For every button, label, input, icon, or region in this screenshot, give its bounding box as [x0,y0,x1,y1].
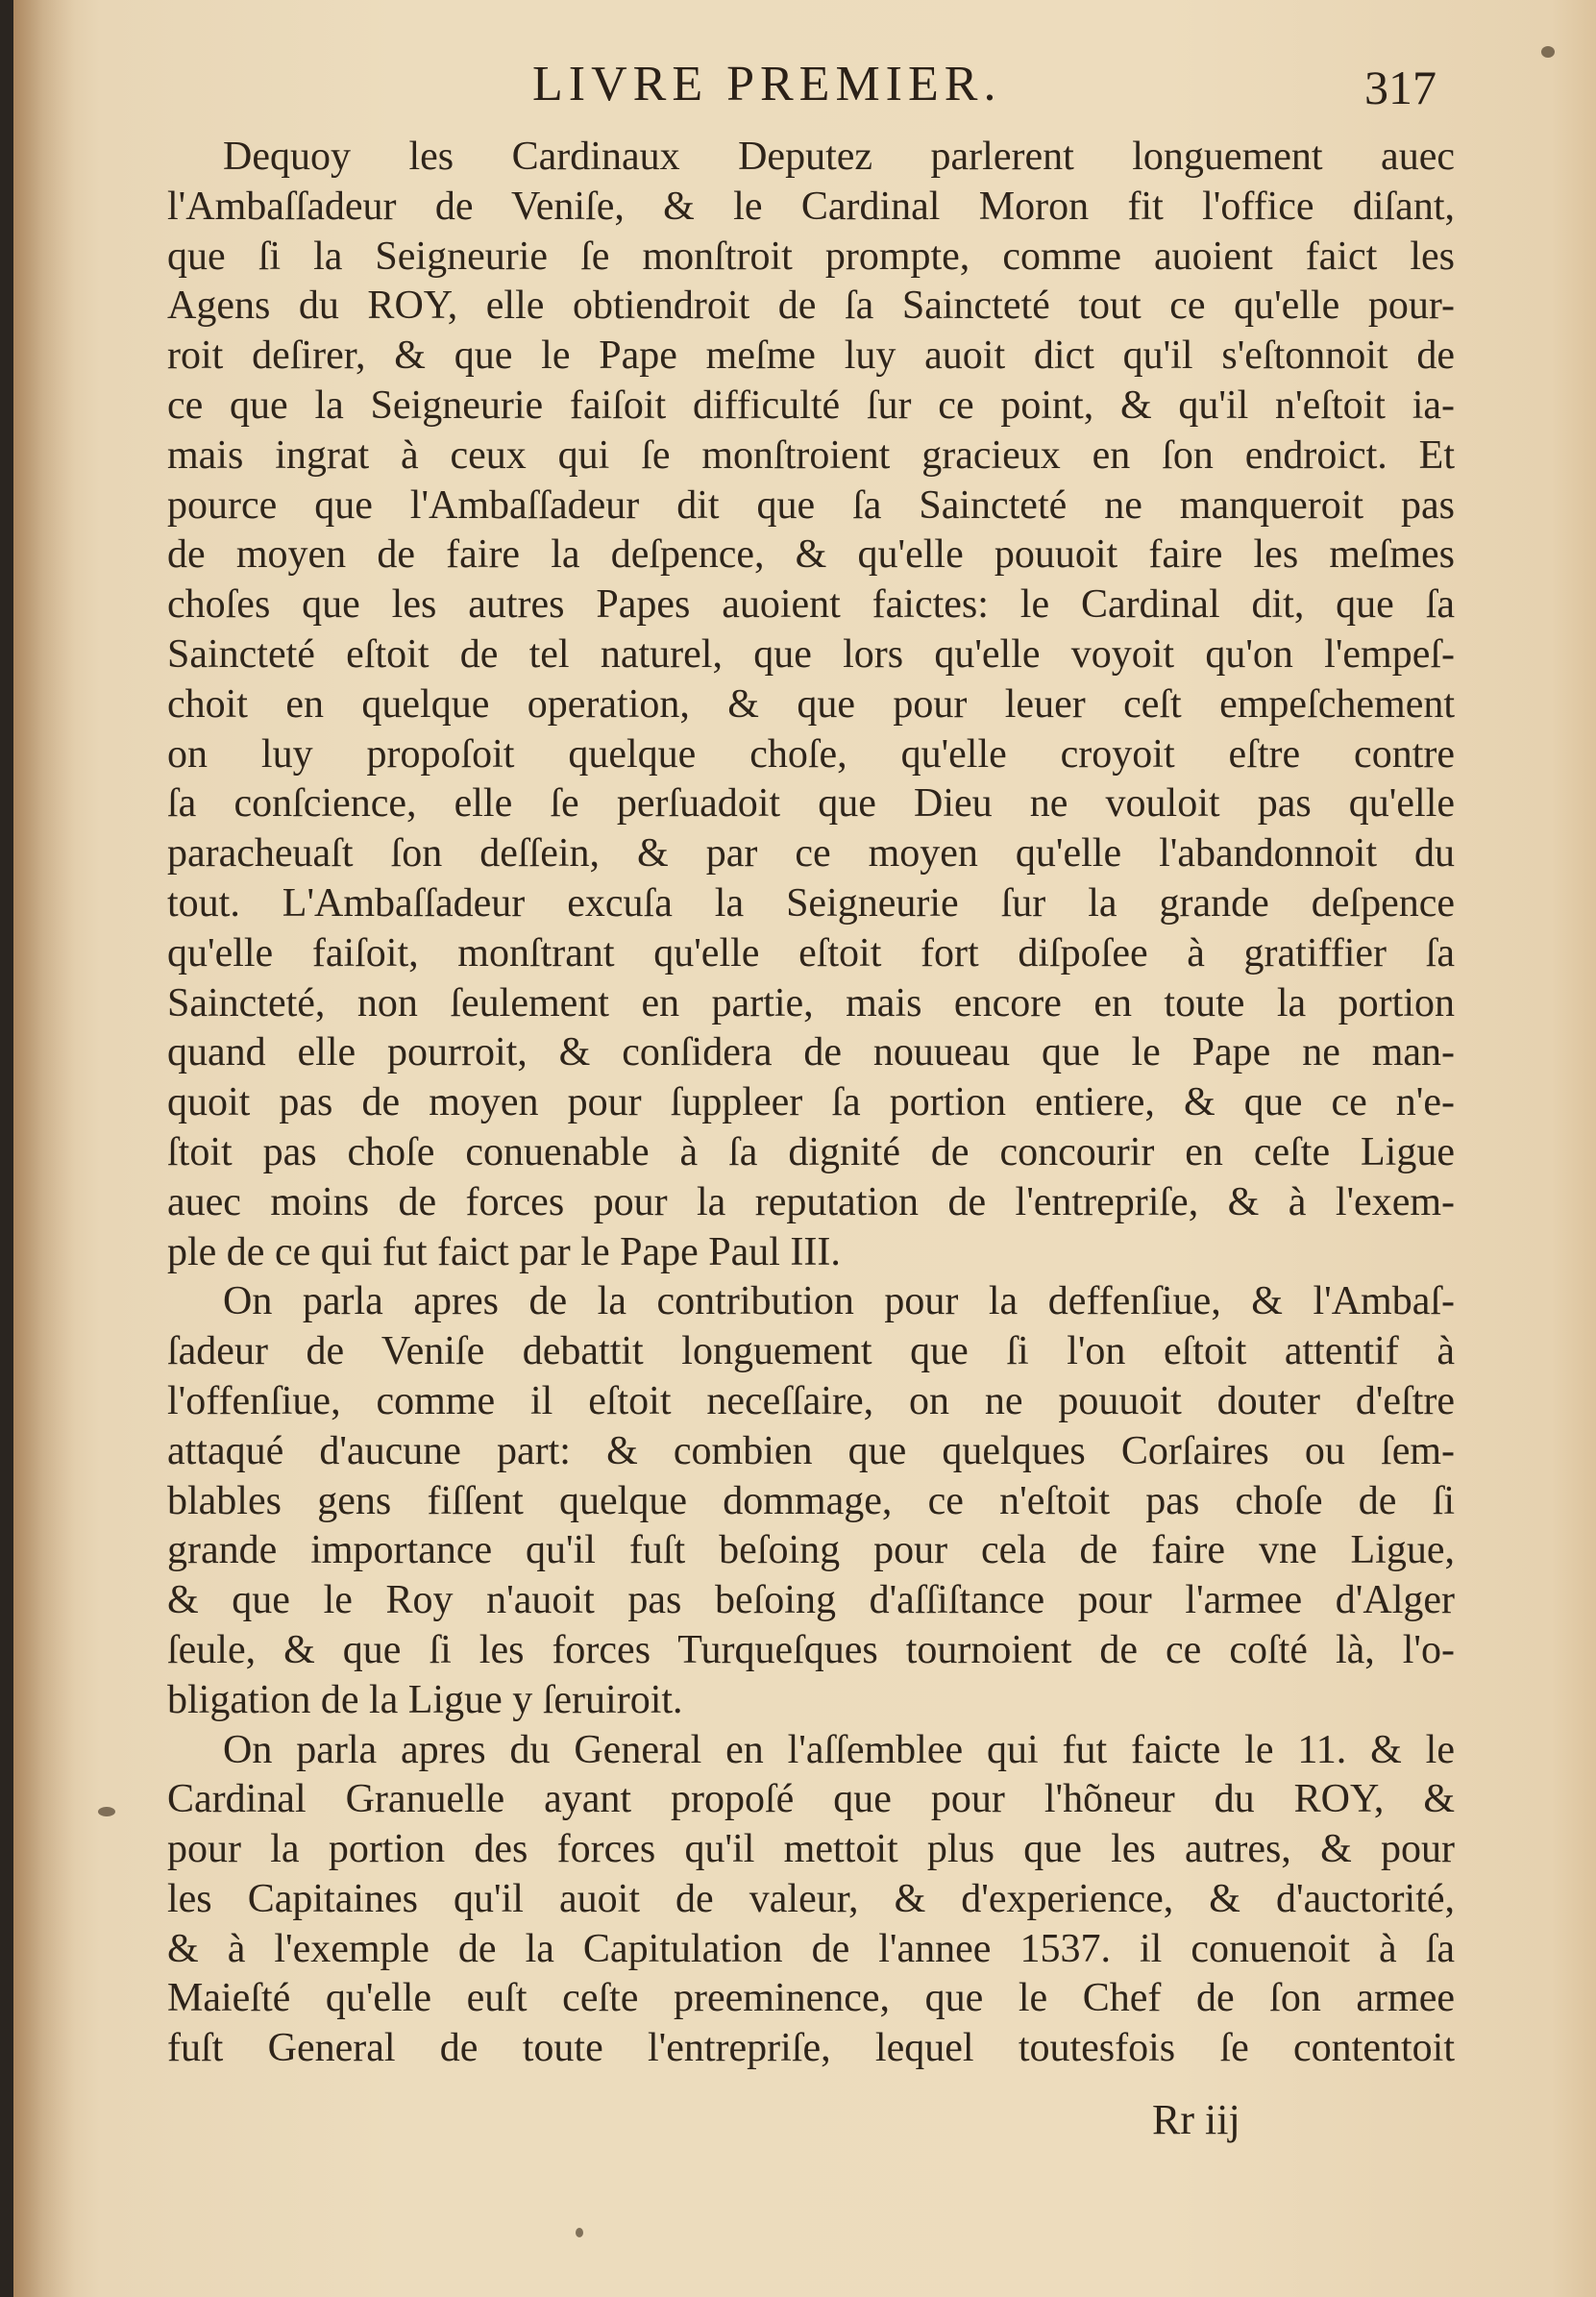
text-line: ce que la Seigneurie faiſoit difficulté ſur ce point, & qu'il n'eſtoit ia- [167,383,1455,428]
text-line: Maieſté qu'elle euſt ceſte preeminence, que le Chef de ſon armee [167,1976,1455,2021]
text-line: On parla apres de la contribution pour la deffenſiue, & l'Ambaſ- [223,1279,1455,1324]
ink-spot [98,1807,115,1816]
running-title: LIVRE PREMIER. [532,57,1002,111]
text-line: Dequoy les Cardinaux Deputez parlerent longuement auec [223,135,1455,179]
text-line: roit deſirer, & que le Pape meſme luy auoit dict qu'il s'eſtonnoit de [167,333,1455,379]
book-page [13,0,1596,2297]
ink-spot [576,2228,583,2237]
text-line: l'offenſiue, comme il eſtoit neceſſaire, on ne pouuoit douter d'eſtre [167,1378,1455,1423]
text-line: choſes que les autres Papes auoient faictes: le Cardinal dit, que ſa [167,582,1455,628]
text-line: Cardinal Granuelle ayant propoſé que pour l'hõneur du ROY, & [167,1777,1455,1822]
ink-spot [1541,46,1555,58]
binding-shadow [13,0,75,2297]
text-line: ple de ce qui fut faict par le Pape Paul III. [167,1229,841,1274]
text-line: pource que l'Ambaſſadeur dit que ſa Saincteté ne manqueroit pas [167,482,1455,528]
text-line: que ſi la Seigneurie ſe monſtroit prompte, comme auoient faict les [167,234,1455,279]
text-line: pour la portion des forces qu'il mettoit plus que les autres, & pour [167,1827,1455,1872]
text-line: ſtoit pas choſe conuenable à ſa dignité de concourir en ceſte Ligue [167,1129,1455,1174]
text-line: on luy propoſoit quelque choſe, qu'elle croyoit eſtre contre [167,731,1455,777]
body-text [167,133,1455,2074]
text-line: qu'elle faiſoit, monſtrant qu'elle eſtoit fort diſpoſee à gratiffier ſa [167,930,1455,976]
text-line: de moyen de faire la deſpence, & qu'elle pouuoit faire les meſmes [167,532,1455,578]
text-line: bligation de la Ligue y ſeruiroit. [167,1677,683,1722]
text-line: quoit pas de moyen pour ſuppleer ſa portion entiere, & que ce n'e- [167,1080,1455,1125]
text-line: & à l'exemple de la Capitulation de l'annee 1537. il conuenoit à ſa [167,1926,1455,1971]
page-number: 317 [1364,61,1436,114]
text-line: ſa conſcience, elle ſe perſuadoit que Dieu ne vouloit pas qu'elle [167,781,1455,827]
text-line: mais ingrat à ceux qui ſe monſtroient gracieux en ſon endroict. Et [167,432,1455,478]
text-line: attaqué d'aucune part: & combien que quelques Corſaires ou ſem- [167,1428,1455,1473]
signature-mark: Rr iij [1152,2096,1240,2143]
text-line: l'Ambaſſadeur de Veniſe, & le Cardinal Moron fit l'office diſant, [167,184,1455,229]
text-line: quand elle pourroit, & conſidera de nouueau que le Pape ne man- [167,1030,1455,1075]
text-line: Saincteté eſtoit de tel naturel, que lors qu'elle voyoit qu'on l'empeſ- [167,631,1455,677]
text-line: choit en quelque operation, & que pour leuer ceſt empeſchement [167,681,1455,727]
text-line: les Capitaines qu'il auoit de valeur, & d'experience, & d'auctorité, [167,1876,1455,1921]
page-header [13,56,1596,123]
text-line: paracheuaſt ſon deſſein, & par ce moyen qu'elle l'abandonnoit du [167,831,1455,877]
text-line: ſadeur de Veniſe debattit longuement que ſi l'on eſtoit attentif à [167,1329,1455,1374]
text-line: On parla apres du General en l'aſſemblee qui fut faicte le 11. & le [223,1727,1455,1772]
text-line: auec moins de forces pour la reputation de l'entrepriſe, & à l'exem- [167,1179,1455,1224]
text-line: Agens du ROY, elle obtiendroit de ſa Saincteté tout ce qu'elle pour- [167,284,1455,329]
text-line: Saincteté, non ſeulement en partie, mais encore en toute la portion [167,980,1455,1025]
text-line: fuſt General de toute l'entrepriſe, lequel toutesfois ſe contentoit [167,2026,1455,2071]
text-line: & que le Roy n'auoit pas beſoing d'aſſiſtance pour l'armee d'Alger [167,1578,1455,1623]
text-line: ſeule, & que ſi les forces Turqueſques tournoient de ce coſté là, l'o- [167,1627,1455,1672]
text-line: tout. L'Ambaſſadeur excuſa la Seigneurie ſur la grande deſpence [167,880,1455,926]
text-line: grande importance qu'il fuſt beſoing pour cela de faire vne Ligue, [167,1528,1455,1573]
text-line: blables gens fiſſent quelque dommage, ce n'eſtoit pas choſe de ſi [167,1478,1455,1523]
